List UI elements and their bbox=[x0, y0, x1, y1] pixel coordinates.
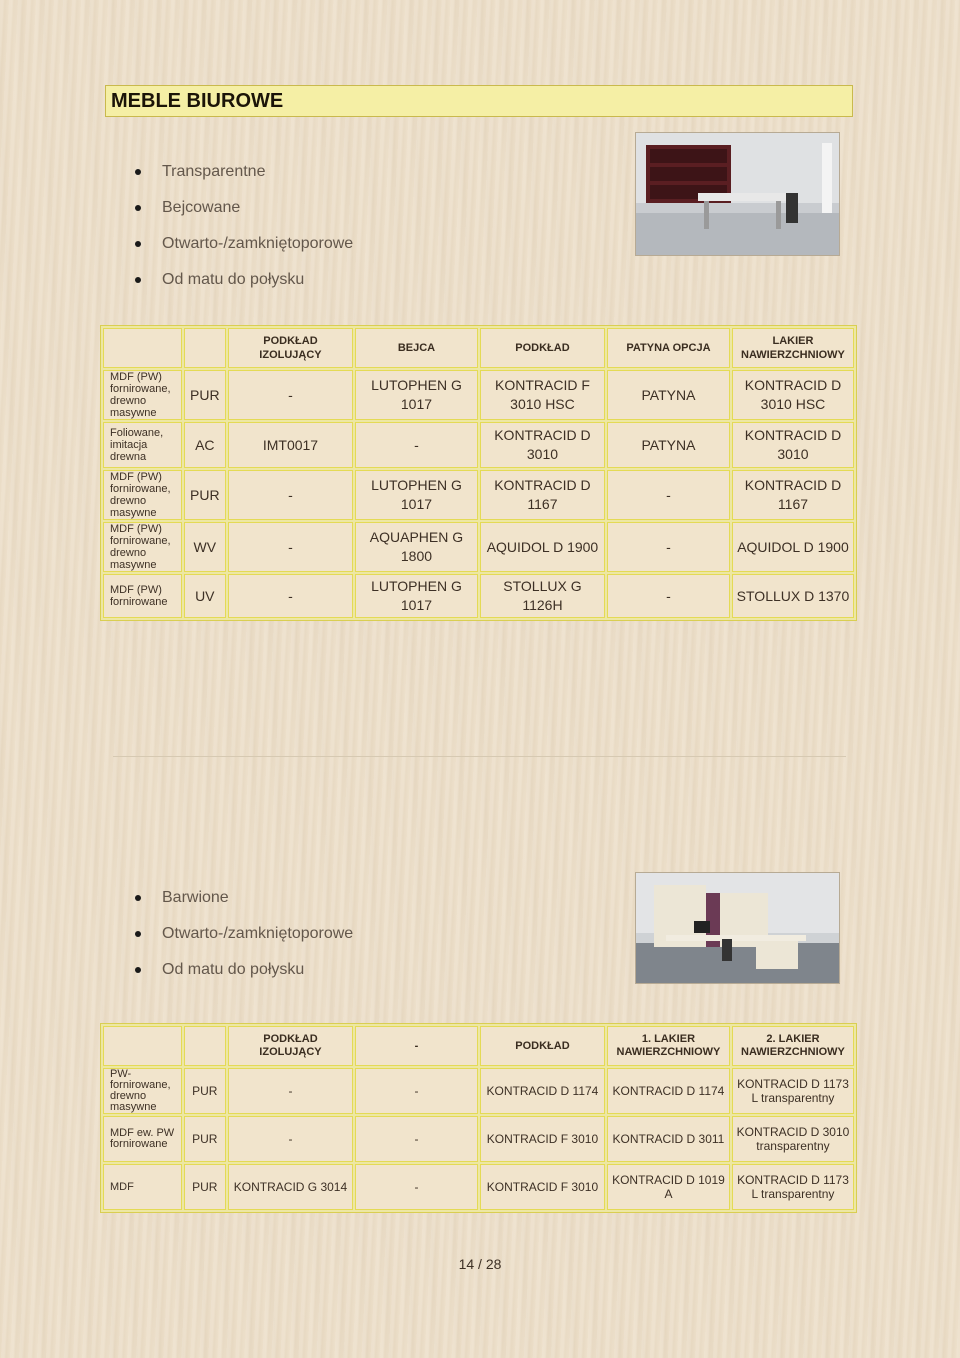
section-divider bbox=[113, 756, 846, 757]
table-cell: AQUIDOL D 1900 bbox=[480, 522, 605, 572]
table-cell: - bbox=[607, 470, 730, 520]
table-cell: - bbox=[607, 522, 730, 572]
table-row bbox=[103, 1116, 854, 1162]
column-header: LAKIER NAWIERZCHNIOWY bbox=[732, 328, 854, 368]
column-header: - bbox=[355, 1026, 478, 1066]
table-cell: KONTRACID F 3010 bbox=[480, 1164, 605, 1210]
office-furniture-photo bbox=[635, 872, 840, 984]
table-cell: KONTRACID G 3014 bbox=[228, 1164, 353, 1210]
table-cell: PUR bbox=[184, 1068, 226, 1114]
table-cell: WV bbox=[184, 522, 226, 572]
table-cell: LUTOPHEN G 1017 bbox=[355, 574, 478, 618]
page-separator: / bbox=[478, 1256, 482, 1272]
table-cell: KONTRACID D 3010 bbox=[480, 422, 605, 468]
table-cell: PATYNA bbox=[607, 422, 730, 468]
table-cell: - bbox=[355, 1116, 478, 1162]
table-cell: - bbox=[355, 1068, 478, 1114]
table-cell: KONTRACID D 3011 bbox=[607, 1116, 730, 1162]
row-label-cell: MDF (PW) fornirowane bbox=[103, 574, 182, 618]
table-cell: KONTRACID D 1167 bbox=[480, 470, 605, 520]
finish-spec-table-1 bbox=[100, 325, 857, 621]
table-cell: - bbox=[228, 1116, 353, 1162]
row-label-cell: MDF bbox=[103, 1164, 182, 1210]
bullet-item: Od matu do połysku bbox=[135, 266, 353, 302]
office-desk-photo bbox=[635, 132, 840, 256]
bullet-item: Od matu do połysku bbox=[135, 956, 353, 992]
table-cell: STOLLUX D 1370 bbox=[732, 574, 854, 618]
page-title: MEBLE BIUROWE bbox=[105, 85, 853, 117]
table-cell: KONTRACID D 3010 bbox=[732, 422, 854, 468]
table-row bbox=[103, 470, 854, 520]
table-cell: UV bbox=[184, 574, 226, 618]
table-cell: KONTRACID D 1173 L transparentny bbox=[732, 1068, 854, 1114]
page-current: 14 bbox=[458, 1256, 475, 1272]
table-cell: KONTRACID D 1167 bbox=[732, 470, 854, 520]
column-header: 2. LAKIER NAWIERZCHNIOWY bbox=[732, 1026, 854, 1066]
column-header: PODKŁAD IZOLUJĄCY bbox=[228, 1026, 353, 1066]
table-row bbox=[103, 1164, 854, 1210]
table-cell: - bbox=[228, 1068, 353, 1114]
table-cell: AC bbox=[184, 422, 226, 468]
feature-list-1 bbox=[135, 158, 353, 302]
table-cell: - bbox=[228, 370, 353, 420]
row-label-cell: MDF (PW) fornirowane, drewno masywne bbox=[103, 470, 182, 520]
table-row bbox=[103, 574, 854, 618]
feature-list-2 bbox=[135, 884, 353, 992]
table-cell: KONTRACID D 3010 transparentny bbox=[732, 1116, 854, 1162]
table-cell: PUR bbox=[184, 370, 226, 420]
table-cell: KONTRACID D 1019 A bbox=[607, 1164, 730, 1210]
table-cell: AQUIDOL D 1900 bbox=[732, 522, 854, 572]
table-cell: AQUAPHEN G 1800 bbox=[355, 522, 478, 572]
column-header: PODKŁAD bbox=[480, 1026, 605, 1066]
table-cell: KONTRACID F 3010 bbox=[480, 1116, 605, 1162]
column-header bbox=[103, 328, 182, 368]
office-desk-illustration bbox=[636, 133, 840, 256]
row-label-cell: MDF (PW) fornirowane, drewno masywne bbox=[103, 370, 182, 420]
table-cell: KONTRACID D 1174 bbox=[607, 1068, 730, 1114]
page-total: 28 bbox=[485, 1256, 502, 1272]
column-header: PODKŁAD IZOLUJĄCY bbox=[228, 328, 353, 368]
bullet-item: Barwione bbox=[135, 884, 353, 920]
column-header: PODKŁAD bbox=[480, 328, 605, 368]
column-header: PATYNA OPCJA bbox=[607, 328, 730, 368]
bullet-item: Bejcowane bbox=[135, 194, 353, 230]
table-cell: LUTOPHEN G 1017 bbox=[355, 470, 478, 520]
table-cell: PUR bbox=[184, 1116, 226, 1162]
table-header-row bbox=[103, 328, 854, 368]
column-header: BEJCA bbox=[355, 328, 478, 368]
table-cell: STOLLUX G 1126H bbox=[480, 574, 605, 618]
bullet-item: Otwarto-/zamkniętoporowe bbox=[135, 230, 353, 266]
table-cell: KONTRACID D 3010 HSC bbox=[732, 370, 854, 420]
table-cell: KONTRACID D 1174 bbox=[480, 1068, 605, 1114]
table-cell: PUR bbox=[184, 1164, 226, 1210]
table-cell: - bbox=[607, 574, 730, 618]
table-cell: IMT0017 bbox=[228, 422, 353, 468]
table-cell: - bbox=[228, 522, 353, 572]
row-label-cell: MDF ew. PW fornirowane bbox=[103, 1116, 182, 1162]
table-cell: - bbox=[228, 470, 353, 520]
row-label-cell: Foliowane, imitacja drewna bbox=[103, 422, 182, 468]
row-label-cell: MDF (PW) fornirowane, drewno masywne bbox=[103, 522, 182, 572]
row-label-cell: PW- fornirowane, drewno masywne bbox=[103, 1068, 182, 1114]
table-row bbox=[103, 1068, 854, 1114]
column-header bbox=[103, 1026, 182, 1066]
table-header-row bbox=[103, 1026, 854, 1066]
bullet-item: Transparentne bbox=[135, 158, 353, 194]
finish-spec-table-2 bbox=[100, 1023, 857, 1213]
table-cell: KONTRACID D 1173 L transparentny bbox=[732, 1164, 854, 1210]
table-cell: LUTOPHEN G 1017 bbox=[355, 370, 478, 420]
table-cell: PUR bbox=[184, 470, 226, 520]
page-number bbox=[0, 1256, 960, 1272]
table-row bbox=[103, 422, 854, 468]
office-furniture-illustration bbox=[636, 873, 840, 984]
table-cell: - bbox=[355, 1164, 478, 1210]
table-row bbox=[103, 522, 854, 572]
table-row bbox=[103, 370, 854, 420]
table-cell: KONTRACID F 3010 HSC bbox=[480, 370, 605, 420]
table-cell: PATYNA bbox=[607, 370, 730, 420]
table-cell: - bbox=[355, 422, 478, 468]
column-header: 1. LAKIER NAWIERZCHNIOWY bbox=[607, 1026, 730, 1066]
bullet-item: Otwarto-/zamkniętoporowe bbox=[135, 920, 353, 956]
table-cell: - bbox=[228, 574, 353, 618]
column-header bbox=[184, 328, 226, 368]
column-header bbox=[184, 1026, 226, 1066]
